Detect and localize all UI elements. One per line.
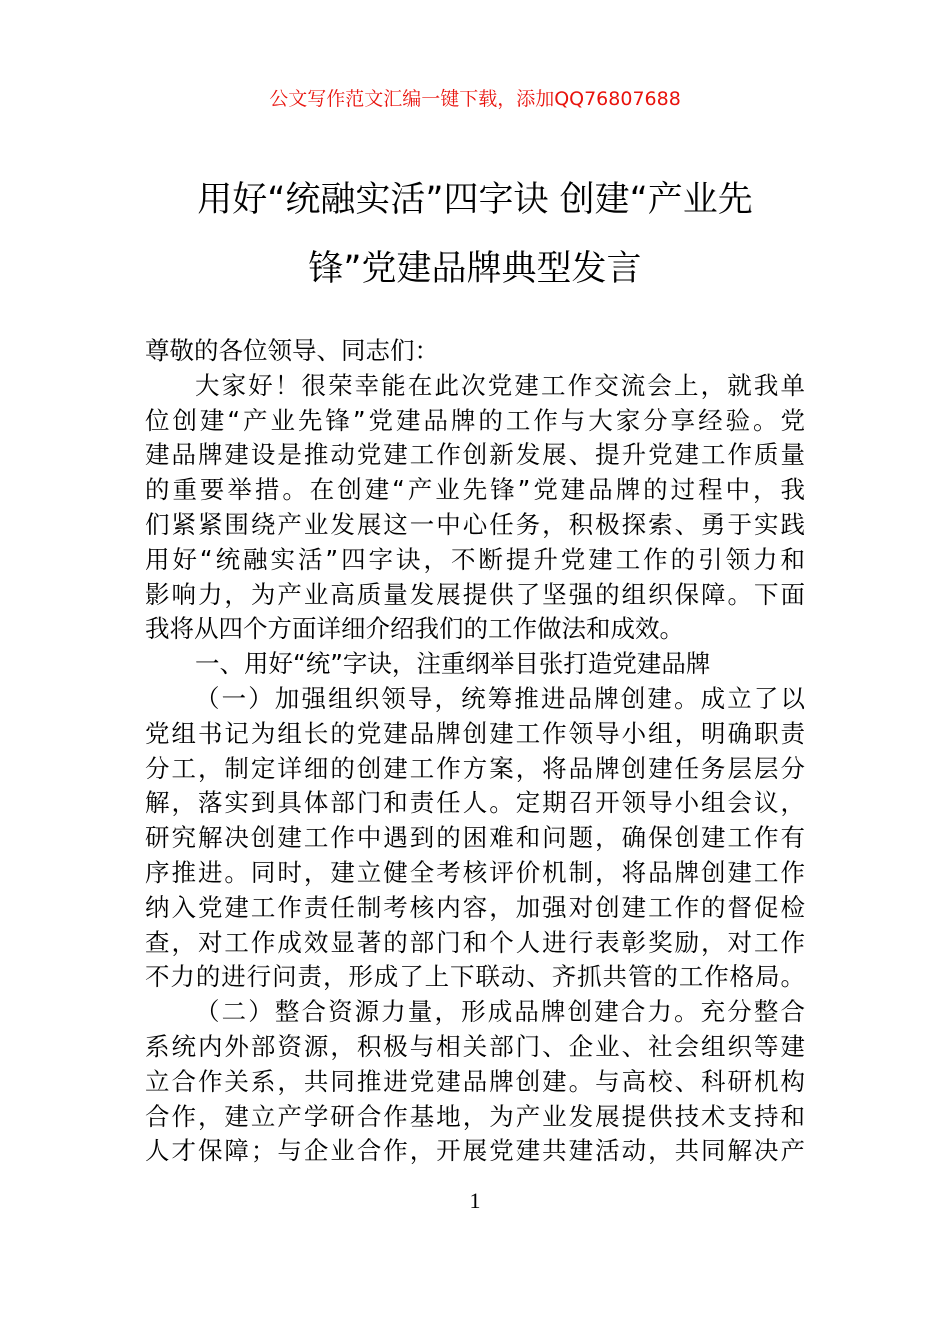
- text-line: （一）加强组织领导，统筹推进品牌创建。成立了以: [195, 683, 805, 713]
- title-line-1: 用好“统融实活”四字诀 创建“产业先: [197, 180, 753, 220]
- text-line: 不力的进行问责，形成了上下联动、齐抓共管的工作格局。: [145, 962, 805, 992]
- page-number: 1: [469, 1188, 481, 1213]
- text-line: 用好“统融实活”四字诀，不断提升党建工作的引领力和: [145, 544, 805, 574]
- promo-header: 公文写作范文汇编一键下载，添加QQ76807688: [269, 88, 681, 110]
- text-line: 大家好！很荣幸能在此次党建工作交流会上，就我单: [195, 370, 805, 400]
- text-line: 研究解决创建工作中遇到的困难和问题，确保创建工作有: [145, 823, 805, 853]
- text-line: 序推进。同时，建立健全考核评价机制，将品牌创建工作: [145, 857, 805, 887]
- text-line: 纳入党建工作责任制考核内容，加强对创建工作的督促检: [145, 892, 805, 922]
- text-line: 分工，制定详细的创建工作方案，将品牌创建任务层层分: [145, 753, 805, 783]
- text-line: 位创建“产业先锋”党建品牌的工作与大家分享经验。党: [145, 405, 805, 435]
- text-line: 一、用好“统”字诀，注重纲举目张打造党建品牌: [195, 649, 711, 679]
- text-line: 立合作关系，共同推进党建品牌创建。与高校、科研机构: [145, 1066, 805, 1096]
- text-line: 合作，建立产学研合作基地，为产业发展提供技术支持和: [145, 1101, 805, 1131]
- document-body: [145, 334, 805, 1169]
- text-line: 们紧紧围绕产业发展这一中心任务，积极探索、勇于实践: [145, 509, 805, 539]
- text-line: 影响力，为产业高质量发展提供了坚强的组织保障。下面: [145, 579, 805, 609]
- text-line: 系统内外部资源，积极与相关部门、企业、社会组织等建: [145, 1031, 805, 1061]
- text-line: 查，对工作成效显著的部门和个人进行表彰奖励，对工作: [145, 927, 805, 957]
- text-line: 人才保障；与企业合作，开展党建共建活动，共同解决产: [145, 1136, 805, 1166]
- title-line-2: 锋”党建品牌典型发言: [308, 249, 642, 289]
- text-line: 党组书记为组长的党建品牌创建工作领导小组，明确职责: [145, 718, 805, 748]
- text-line: 的重要举措。在创建“产业先锋”党建品牌的过程中，我: [145, 475, 805, 505]
- text-line: （二）整合资源力量，形成品牌创建合力。充分整合: [195, 997, 805, 1027]
- text-line: 解，落实到具体部门和责任人。定期召开领导小组会议，: [145, 788, 805, 818]
- text-line: 我将从四个方面详细介绍我们的工作做法和成效。: [145, 614, 684, 644]
- text-line: 建品牌建设是推动党建工作创新发展、提升党建工作质量: [145, 440, 805, 470]
- text-line: 尊敬的各位领导、同志们：: [145, 336, 439, 365]
